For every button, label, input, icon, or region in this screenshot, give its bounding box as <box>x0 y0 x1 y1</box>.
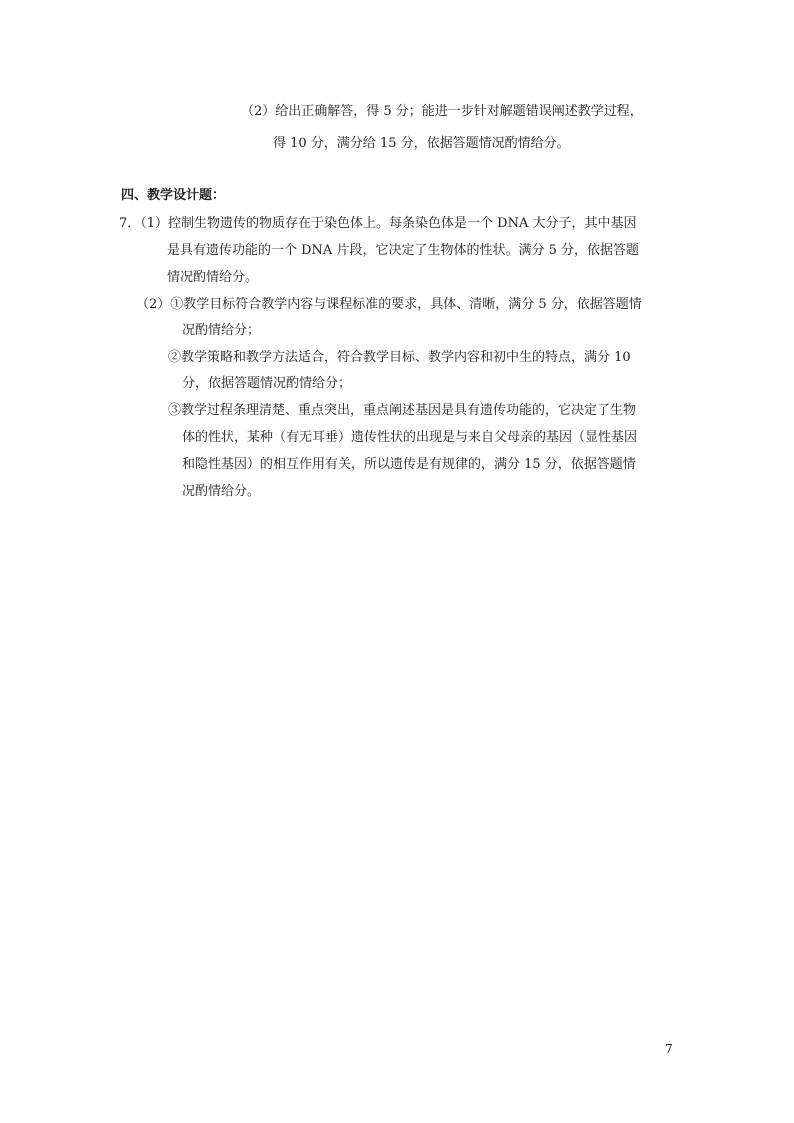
grading-item-2-line-1: （2）给出正确解答，得 5 分；能进一步针对解题错误阐述教学过程， <box>241 104 643 119</box>
section-heading: 四、教学设计题： <box>121 188 226 203</box>
question-7-part-2-item-1-line-1: （2）①教学目标符合教学内容与课程标准的要求，具体、清晰，满分 5 分，依据答题情 <box>136 297 642 312</box>
question-7-part-1-line-1: 7．（1）控制生物遗传的物质存在于染色体上。每条染色体是一个 DNA 大分子，其中基因 <box>119 216 637 231</box>
question-7-part-2-item-2-line-1: ②教学策略和教学方法适合，符合教学目标、教学内容和初中生的特点，满分 10 <box>168 350 631 365</box>
question-7-part-2-item-3-line-3: 和隐性基因）的相互作用有关，所以遗传是有规律的，满分 15 分，依据答题情 <box>182 457 636 472</box>
question-7-part-1-line-3: 情况酌情给分。 <box>167 270 259 285</box>
question-7-part-1-line-2: 是具有遗传功能的一个 DNA 片段，它决定了生物体的性状。满分 5 分，依据答题 <box>167 243 639 258</box>
question-7-part-2-item-3-line-2: 体的性状，某种（有无耳垂）遗传性状的出现是与来自父母亲的基因（显性基因 <box>182 430 638 445</box>
question-7-part-2-item-3-line-4: 况酌情给分。 <box>182 484 261 499</box>
grading-item-2-line-2: 得 10 分，满分给 15 分，依据答题情况酌情给分。 <box>273 136 570 151</box>
question-7-part-2-item-3-line-1: ③教学过程条理清楚、重点突出，重点阐述基因是具有遗传功能的，它决定了生物 <box>168 403 637 418</box>
question-7-part-2-item-1-line-2: 况酌情给分； <box>182 323 261 338</box>
page-number: 7 <box>665 1042 673 1056</box>
question-7-part-2-item-2-line-2: 分，依据答题情况酌情给分； <box>182 376 352 391</box>
